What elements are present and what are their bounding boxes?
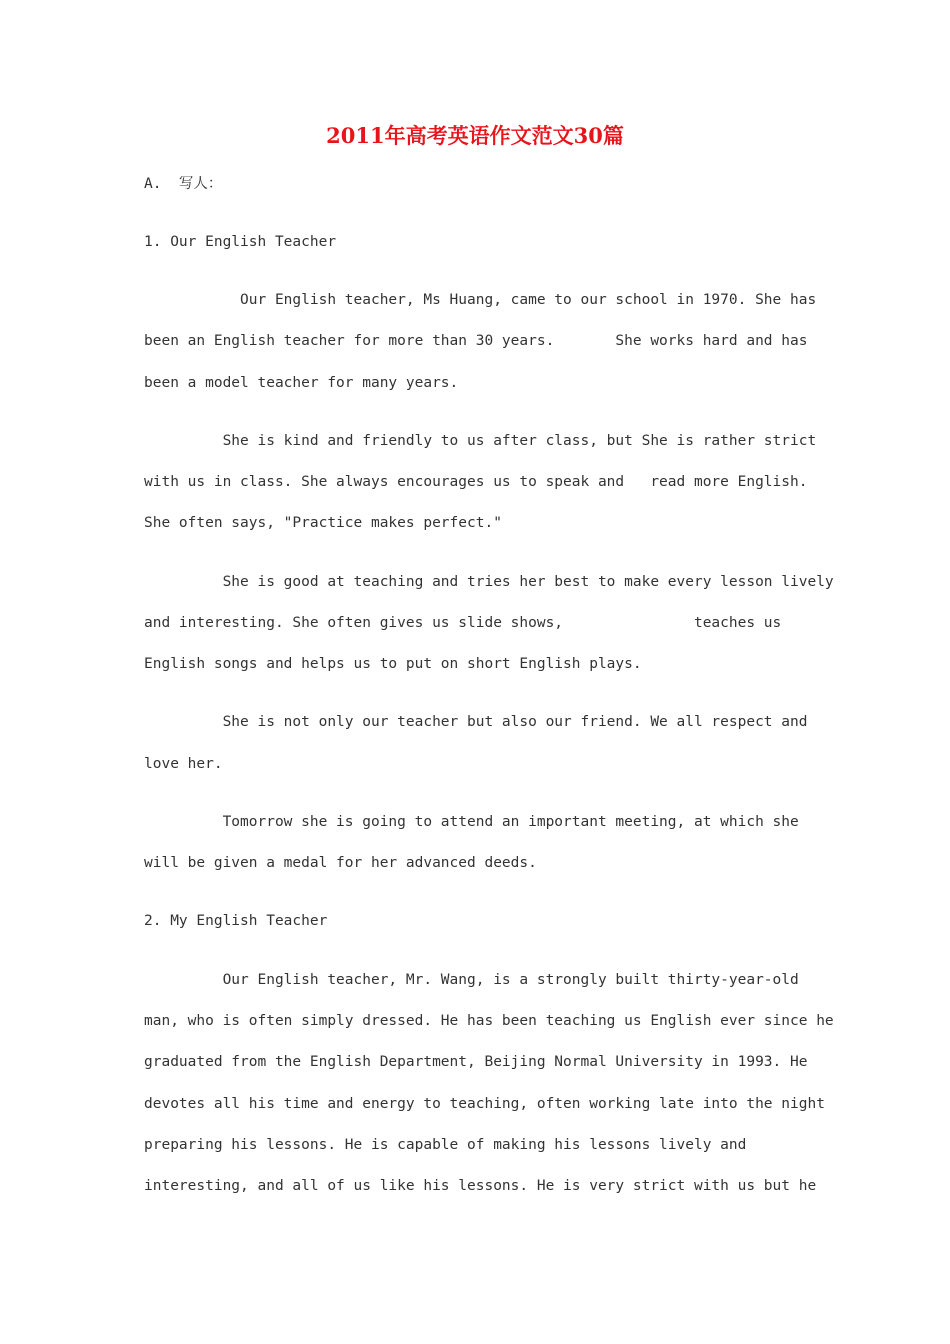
paragraph-line: Tomorrow she is going to attend an important meeting, at which she	[144, 814, 799, 830]
paragraph-line: been an English teacher for more than 30 years. She works hard and has	[144, 333, 808, 349]
paragraph-line: interesting, and all of us like his lessons. He is very strict with us but he	[144, 1178, 817, 1194]
paragraph-line: will be given a medal for her advanced deeds.	[144, 855, 537, 871]
paragraph-line: She is not only our teacher but also our friend. We all respect and	[144, 714, 808, 730]
paragraph-line: and interesting. She often gives us slide shows, teaches us	[144, 615, 782, 631]
paragraph-line: preparing his lessons. He is capable of making his lessons lively and	[144, 1137, 747, 1153]
paragraph-line: She is good at teaching and tries her best to make every lesson lively	[144, 574, 834, 590]
document-title: 2011年高考英语作文范文30篇	[326, 123, 624, 148]
paragraph-line: Our English teacher, Ms Huang, came to our school in 1970. She has	[144, 292, 817, 308]
essay-heading: 1. Our English Teacher	[144, 234, 337, 250]
paragraph-line: been a model teacher for many years.	[144, 375, 459, 391]
paragraph-line: She often says, "Practice makes perfect."	[144, 515, 502, 531]
paragraph-line: devotes all his time and energy to teaching, often working late into the night	[144, 1096, 825, 1112]
paragraph-line: man, who is often simply dressed. He has been teaching us English ever since he	[144, 1013, 834, 1029]
paragraph-line: She is kind and friendly to us after class, but She is rather strict	[144, 433, 817, 449]
paragraph-line: English songs and helps us to put on short English plays.	[144, 656, 642, 672]
section-heading: A. 写人：	[144, 176, 223, 192]
paragraph-line: with us in class. She always encourages us to speak and read more English.	[144, 474, 808, 490]
essay-heading: 2. My English Teacher	[144, 913, 328, 929]
paragraph-line: love her.	[144, 756, 223, 772]
paragraph-line: Our English teacher, Mr. Wang, is a strongly built thirty-year-old	[144, 972, 799, 988]
paragraph-line: graduated from the English Department, Beijing Normal University in 1993. He	[144, 1054, 808, 1070]
